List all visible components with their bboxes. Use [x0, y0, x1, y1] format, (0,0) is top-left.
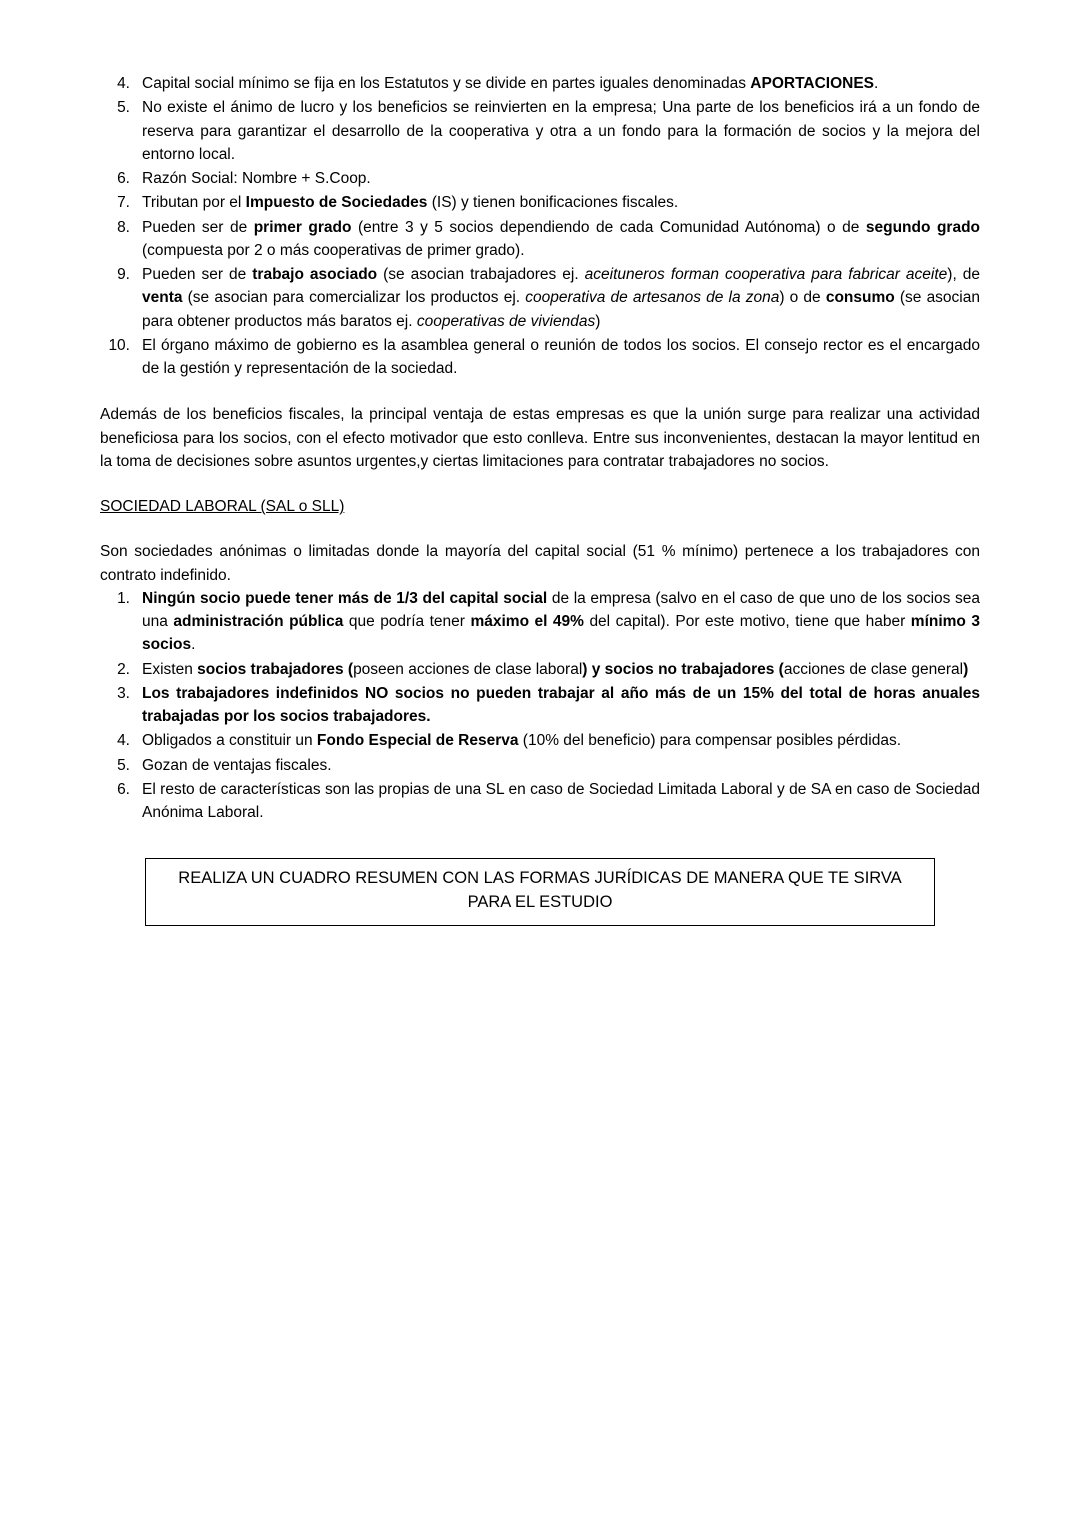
callout-box-wrapper	[100, 858, 980, 926]
paragraph-sociedad-laboral-intro: Son sociedades anónimas o limitadas donde la mayoría del capital social (51 % mínimo) pertenece a los trabajadores con contrato indefinido.	[100, 543, 980, 584]
list-item-number: 10.	[108, 336, 130, 354]
list-cooperativa-characteristics	[100, 72, 980, 380]
list-item	[100, 682, 980, 729]
list-item-text: Tributan por el Impuesto de Sociedades (IS) y tienen bonificaciones fiscales.	[142, 194, 679, 212]
list-item	[100, 167, 980, 190]
list-item-number: 4.	[117, 732, 130, 750]
list-item-number: 7.	[117, 194, 130, 212]
list-item-text: Ningún socio puede tener más de 1/3 del capital social de la empresa (salvo en el caso de que uno de los socios sea una administración pública que podría tener máximo el 49% del capital). Por este motivo, tiene que haber mínimo 3 socios.	[142, 589, 981, 654]
list-item	[100, 96, 980, 166]
list-item-text: Capital social mínimo se fija en los Estatutos y se divide en partes iguales denominadas APORTACIONES.	[142, 75, 879, 92]
spacer	[100, 518, 980, 540]
list-item	[100, 754, 980, 777]
list-item-number: 6.	[117, 780, 130, 798]
list-item-number: 2.	[117, 660, 130, 678]
list-item	[100, 72, 980, 95]
list-item-number: 8.	[117, 218, 130, 236]
list-item-text: Razón Social: Nombre + S.Coop.	[142, 170, 371, 187]
spacer	[100, 473, 980, 495]
list-item-number: 6.	[117, 170, 130, 187]
list-item-number: 4.	[117, 75, 130, 92]
section-heading-sociedad-laboral: SOCIEDAD LABORAL (SAL o SLL)	[100, 498, 345, 515]
list-item-text: Gozan de ventajas fiscales.	[142, 756, 332, 774]
list-item	[100, 263, 980, 333]
spacer	[100, 381, 980, 403]
list-sociedad-laboral-characteristics	[100, 587, 980, 825]
list-item-number: 5.	[117, 756, 130, 774]
list-item-number: 9.	[117, 266, 130, 283]
list-item	[100, 191, 980, 214]
callout-box-task: REALIZA UN CUADRO RESUMEN CON LAS FORMAS JURÍDICAS DE MANERA QUE TE SIRVA PARA EL ESTUDIO	[145, 858, 935, 926]
list-item-text: Pueden ser de trabajo asociado (se asocian trabajadores ej. aceituneros forman cooperativa para fabricar aceite), de venta (se asocian para comercializar los productos ej. cooperativa de artesanos de la zona) o de consumo (se asocian para obtener productos más baratos ej. cooperativas de viviendas)	[142, 266, 981, 330]
list-item-text: Existen socios trabajadores (poseen acciones de clase laboral) y socios no trabajadores (acciones de clase general)	[142, 660, 969, 678]
list-item	[100, 778, 980, 825]
list-item-number: 5.	[117, 99, 130, 117]
list-item-number: 1.	[117, 589, 130, 607]
list-item	[100, 334, 980, 381]
list-item-text: El órgano máximo de gobierno es la asamblea general o reunión de todos los socios. El consejo rector es el encargado de la gestión y representación de la sociedad.	[142, 336, 980, 377]
list-item	[100, 216, 980, 263]
list-item-text: Los trabajadores indefinidos NO socios no pueden trabajar al año más de un 15% del total de horas anuales trabajadas por los socios trabajadores.	[142, 684, 980, 725]
list-item-text: Obligados a constituir un Fondo Especial de Reserva (10% del beneficio) para compensar posibles pérdidas.	[142, 732, 902, 750]
list-item	[100, 658, 980, 681]
list-item-text: Pueden ser de primer grado (entre 3 y 5 socios dependiendo de cada Comunidad Autónoma) o de segundo grado (compuesta por 2 o más cooperativas de primer grado).	[142, 218, 981, 259]
list-item-text: El resto de características son las propias de una SL en caso de Sociedad Limitada Laboral y de SA en caso de Sociedad Anónima Laboral.	[142, 780, 980, 821]
list-item-number: 3.	[117, 684, 130, 702]
list-item	[100, 729, 980, 752]
list-item-text: No existe el ánimo de lucro y los beneficios se reinvierten en la empresa; Una parte de los beneficios irá a un fondo de reserva para garantizar el desarrollo de la cooperativa y otra a un fondo para la formación de socios y la mejora del entorno local.	[142, 99, 980, 163]
paragraph-cooperativa-ventajas: Además de los beneficios fiscales, la principal ventaja de estas empresas es que la unión surge para realizar una actividad beneficiosa para los socios, con el efecto motivador que esto conlleva. Entre sus inconvenientes, destacan la mayor lentitud en la toma de decisiones sobre asuntos urgentes,y ciertas limitaciones para contratar trabajadores no socios.	[100, 406, 980, 470]
list-item	[100, 587, 980, 657]
